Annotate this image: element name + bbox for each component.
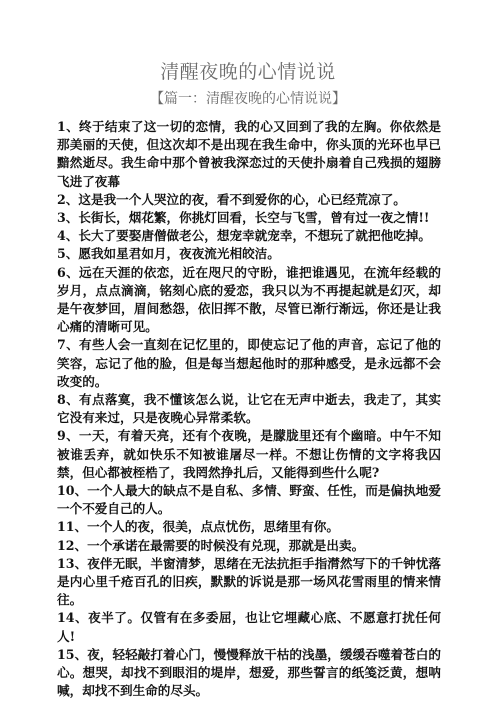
document-body <box>57 118 441 701</box>
paragraph-item: 13、夜伴无眠，半窗清梦，思绪在无法抗拒手指潸然写下的千钟忧落是内心里千疮百孔的旧疾，默默的诉说是那一场风花雪雨里的情来情往。 <box>57 555 441 608</box>
paragraph-item: 1、终于结束了这一切的恋情，我的心又回到了我的左胸。你依然是那美丽的天使，但这次却不是出现在我生命中，你头顶的光环也早已黯然逝尽。我生命中那个曾被我深恋过的天使扑扇着自己残损的翅膀飞进了夜幕 <box>57 119 441 189</box>
paragraph-item: 3、长街长，烟花繁，你挑灯回看，长空与飞雪，曾有过一夜之情!! <box>57 210 430 226</box>
paragraph-item: 7、有些人会一直刻在记忆里的，即使忘记了他的声音，忘记了他的笑容，忘记了他的脸，但是每当想起他时的那种感受，是永远都不会改变的。 <box>57 337 441 389</box>
document-title: 清醒夜晚的心情说说 <box>160 61 336 83</box>
paragraph-item: 9、一天，有着天亮，还有个夜晚，是朦胧里还有个幽暗。中午不知被谁丢弃，就如快乐不知被谁屠尽一样。不想让伤情的文字将我囚禁，但心都被桎梏了，我罔然挣扎后，又能得到些什么呢? <box>57 428 441 480</box>
document-subtitle: 【篇一：清醒夜晚的心情说说】 <box>150 91 346 107</box>
paragraph-item: 5、愿我如星君如月，夜夜流光相皎洁。 <box>57 246 280 262</box>
paragraph-item: 6、远在天涯的依恋，近在咫尺的守盼，谁把谁遇见，在流年经载的岁月，点点滴滴，铭刻心底的爱恋，我只以为不再提起就是幻灭，却是午夜梦回，眉间愁怨，依旧挥不散，尽管已渐行渐远，你还是让我心痛的清晰可见。 <box>57 264 441 335</box>
paragraph-item: 12、一个承诺在最需要的时候没有兑现，那就是出卖。 <box>57 537 365 553</box>
paragraph-item: 4、长大了要娶唐僧做老公，想宠幸就宠幸，不想玩了就把他吃掉。 <box>57 228 431 244</box>
paragraph-item: 15、夜，轻轻敲打着心门，慢慢释放干枯的浅墨，缓缓吞噬着苍白的心。想哭，却找不到眼泪的堤岸，想爱，那些誓言的纸笺泛黄，想呐喊，却找不到生命的尽头。 <box>57 646 441 699</box>
paragraph-item: 2、这是我一个人哭泣的夜，看不到爱你的心，心已经荒凉了。 <box>57 191 406 207</box>
paragraph-item: 10、一个人最大的缺点不是自私、多情、野蛮、任性，而是偏执地爱一个不爱自己的人。 <box>57 483 441 517</box>
paragraph-item: 11、一个人的夜，很美，点点忧伤，思绪里有你。 <box>57 519 339 535</box>
paragraph-item: 14、夜半了。仅管有在多委屈，也让它埋藏心底、不愿意打扰任何人! <box>57 610 441 644</box>
paragraph-item: 8、有点落寞，我不懂该怎么说，让它在无声中逝去，我走了，其实它没有来过，只是夜晚心异常柔软。 <box>57 392 441 426</box>
